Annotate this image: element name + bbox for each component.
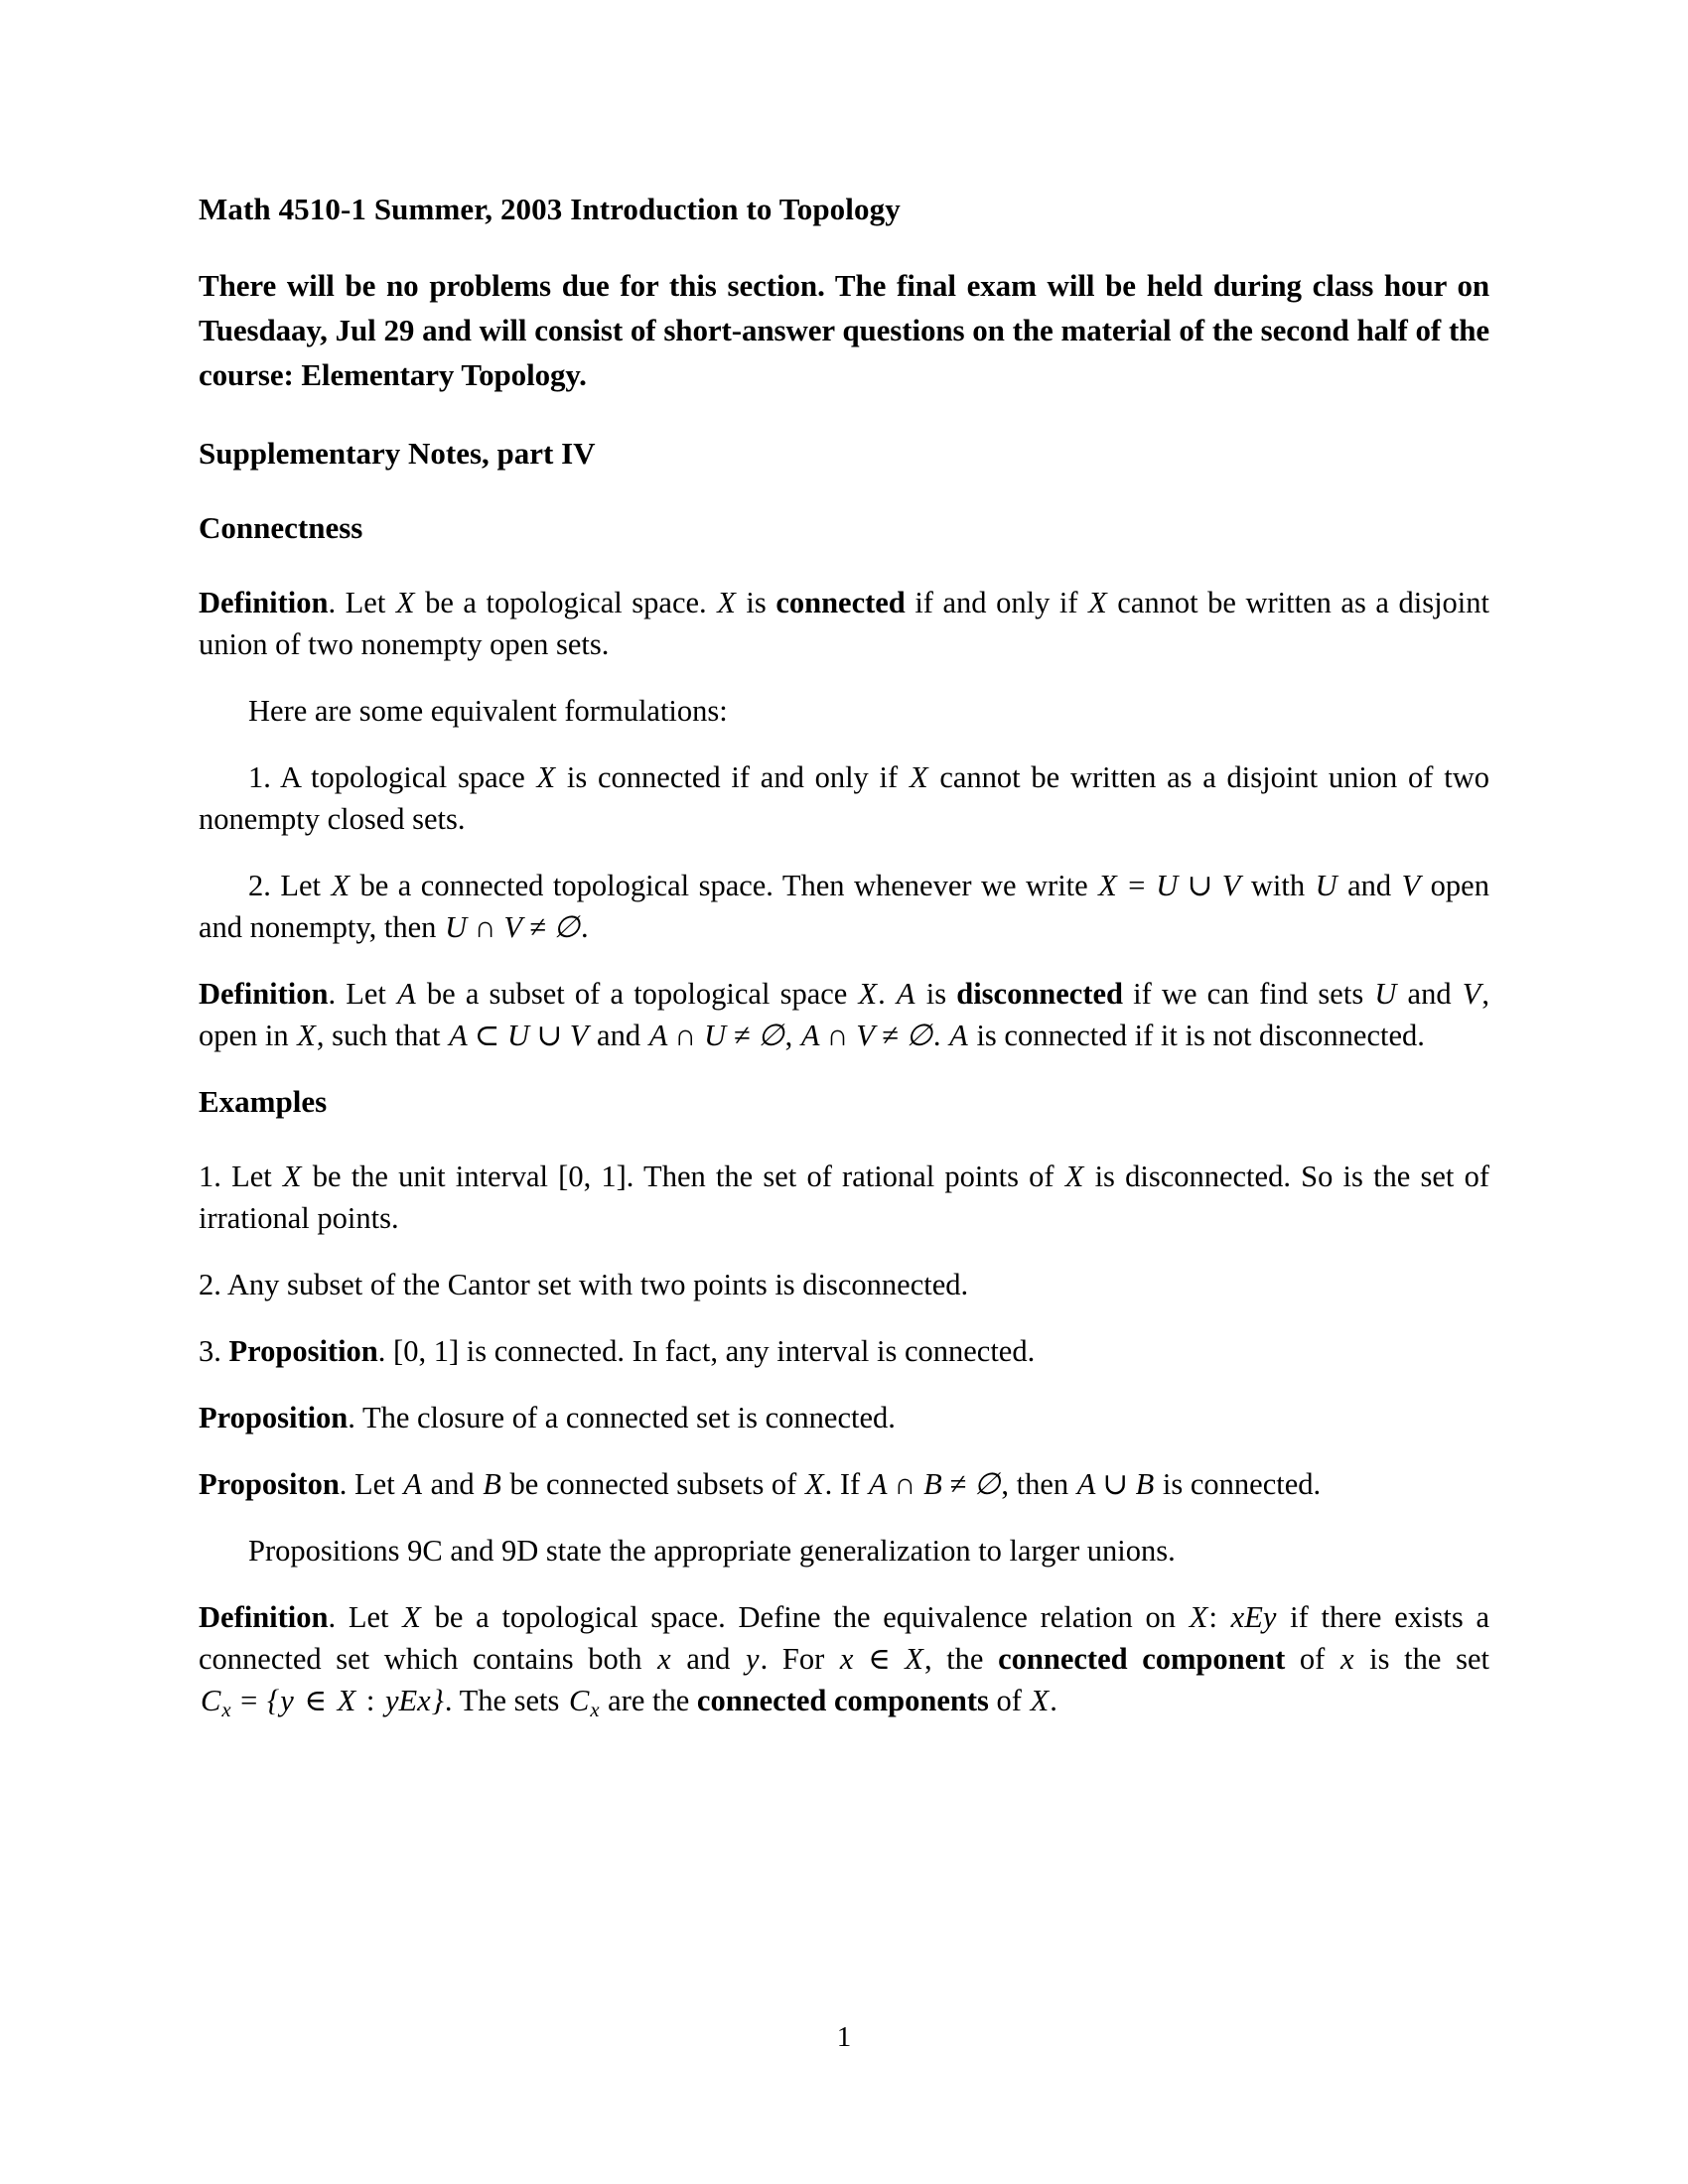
interval-unit: [0, 1] — [393, 1334, 460, 1368]
ex3-text-b: is connected. In fact, any interval is connected. — [459, 1334, 1036, 1368]
formula-x-equals-u-union-v: X = U ∪ V — [1098, 869, 1241, 902]
item1-text-a: A topological space — [270, 760, 536, 794]
var-a: A — [896, 977, 915, 1011]
var-a: A — [397, 977, 416, 1011]
var-x: X — [331, 869, 351, 902]
relation-xEy: xEy — [1230, 1600, 1277, 1634]
var-x: X — [282, 1160, 302, 1193]
supplementary-notes-heading: Supplementary Notes, part IV — [199, 436, 596, 471]
var-x-lower: x — [657, 1642, 671, 1676]
example-1 — [199, 1156, 1489, 1239]
def3-text-e: and — [671, 1642, 746, 1676]
formula-Cx-set-builder: $C_x = \{y$ ∈ X : yEx} — [201, 1684, 444, 1722]
var-u: U — [1315, 869, 1337, 902]
proposition-closure — [199, 1397, 1489, 1438]
item1-text-b: is connected if and only if — [556, 760, 909, 794]
def3-text-j: . The sets — [444, 1684, 567, 1717]
var-b: B — [483, 1467, 501, 1501]
proposition-union — [199, 1463, 1489, 1505]
prop2-text-b: and — [422, 1467, 483, 1501]
var-x: X — [1189, 1600, 1208, 1634]
def3-text-d: if there exists a connected set which contains both — [199, 1600, 1489, 1676]
var-x: X — [402, 1600, 421, 1634]
prop2-text-f: is connected. — [1155, 1467, 1322, 1501]
def2-text-f: and — [1397, 977, 1462, 1011]
item2-text-e: open and nonempty, then — [199, 869, 1489, 944]
var-a: A — [949, 1019, 968, 1052]
def2-text-l: is connected if it is not disconnected. — [968, 1019, 1425, 1052]
equivalent-formulations-intro: Here are some equivalent formulations: — [248, 694, 728, 728]
def2-text-k: . — [932, 1019, 949, 1052]
ex3-text-a: . — [377, 1334, 394, 1368]
var-y: y — [746, 1642, 760, 1676]
def1-text-a: Let — [336, 586, 395, 619]
definition-label: Definition — [199, 586, 329, 619]
generalization-note: Propositions 9C and 9D state the appropriate generalization to larger unions. — [248, 1534, 1176, 1568]
page-number: 1 — [836, 2021, 852, 2053]
ex1-text-b: be the unit interval — [302, 1160, 559, 1193]
def3-text-k: are the — [600, 1684, 697, 1717]
propositon-label: Propositon — [199, 1467, 340, 1501]
def2-text-g: , open in — [199, 977, 1489, 1052]
var-v: V — [1462, 977, 1481, 1011]
def3-text-h: of — [1285, 1642, 1339, 1676]
formula-a-subset-u-union-v: A ⊂ U ∪ V — [449, 1019, 589, 1052]
course-title: Math 4510-1 Summer, 2003 Introduction to Topology — [199, 192, 901, 226]
var-x-lower: x — [1339, 1642, 1354, 1676]
term-connected-components: connected components — [696, 1684, 989, 1717]
proposition-label: Proposition — [199, 1401, 349, 1434]
var-x: X — [1088, 586, 1107, 619]
definition-label-period: . — [328, 586, 337, 619]
var-x: X — [858, 977, 878, 1011]
def3-text-i: is the set — [1354, 1642, 1489, 1676]
example-3-proposition — [199, 1330, 1489, 1372]
def1-text-d: if and only if — [905, 586, 1088, 619]
def1-text-c: is — [736, 586, 776, 619]
ex1-text-c: . Then the set of rational points of — [626, 1160, 1064, 1193]
var-x: X — [536, 760, 556, 794]
item1-text-c: cannot be written as a disjoint union of two nonempty closed sets. — [199, 760, 1489, 836]
def3-text-m: . — [1050, 1684, 1057, 1717]
formula-x-in-X: x ∈ X — [839, 1642, 923, 1676]
var-u: U — [1374, 977, 1397, 1011]
def3-text-c: : — [1208, 1600, 1230, 1634]
definition-connected-component — [199, 1596, 1489, 1731]
var-Cx: $C_x$ — [569, 1684, 600, 1722]
var-x: X — [297, 1019, 316, 1052]
item2-text-c: with — [1241, 869, 1315, 902]
item1-number: 1. — [248, 760, 271, 794]
definition-disconnected: Definition. Let A be a subset of a topological space X. A is disconnected if we can find sets U and V, open in X, such that A ⊂ U ∪ V and A ∩ U ≠ ∅, A ∩ V ≠ ∅. A is connected if it is not disconnected. — [199, 977, 1489, 1052]
example1-number: 1. — [199, 1160, 221, 1193]
def1-text-e: cannot be written as a disjoint union of two nonempty open sets. — [199, 586, 1489, 661]
prop2-text-a: . Let — [339, 1467, 403, 1501]
formula-u-inter-v-nonempty: U ∩ V ≠ ∅ — [445, 910, 581, 944]
var-x: X — [717, 586, 736, 619]
def1-text-b: be a topological space. — [415, 586, 717, 619]
def3-text-g: , the — [923, 1642, 999, 1676]
definition-label: Definition — [199, 977, 329, 1011]
formulation-item-1 — [199, 756, 1489, 840]
item2-text-f: . — [581, 910, 589, 944]
var-x: X — [909, 760, 928, 794]
prop2-text-d: . If — [824, 1467, 868, 1501]
example-2: 2. Any subset of the Cantor set with two points is disconnected. — [199, 1268, 969, 1301]
def2-text-e: if we can find sets — [1122, 977, 1374, 1011]
formula-a-inter-u-nonempty: A ∩ U ≠ ∅ — [648, 1019, 784, 1052]
item2-text-b: be a connected topological space. Then whenever we write — [351, 869, 1098, 902]
document-body — [199, 189, 1489, 1756]
formula-a-inter-b-nonempty: A ∩ B ≠ ∅ — [868, 1467, 1001, 1501]
formula-a-inter-v-nonempty: A ∩ V ≠ ∅ — [800, 1019, 932, 1052]
interval-unit: [0, 1] — [558, 1160, 627, 1193]
def2-text-i: and — [589, 1019, 648, 1052]
formulation-item-2 — [199, 865, 1489, 948]
def2-text-j: , — [784, 1019, 800, 1052]
prop2-text-c: be connected subsets of — [501, 1467, 804, 1501]
var-x: X — [395, 586, 415, 619]
var-x: X — [1064, 1160, 1084, 1193]
item2-text-d: and — [1337, 869, 1401, 902]
prop2-text-e: , then — [1001, 1467, 1076, 1501]
var-x: X — [1030, 1684, 1050, 1717]
def2-text-a: Let — [336, 977, 397, 1011]
term-disconnected: disconnected — [956, 977, 1123, 1011]
proposition-label: Proposition — [228, 1334, 378, 1368]
def2-text-c: . — [878, 977, 896, 1011]
def2-text-d: is — [915, 977, 957, 1011]
def3-text-f: . For — [760, 1642, 839, 1676]
term-connected: connected — [775, 586, 906, 619]
prop1-text: . The closure of a connected set is connected. — [348, 1401, 896, 1434]
formula-a-union-b: A ∪ B — [1076, 1467, 1155, 1501]
var-v: V — [1401, 869, 1421, 902]
section-heading-connectness: Connectness — [199, 510, 363, 545]
var-x: X — [804, 1467, 824, 1501]
ex1-text-a: Let — [220, 1160, 282, 1193]
var-a: A — [403, 1467, 422, 1501]
example3-number: 3. — [199, 1334, 229, 1368]
term-connected-component: connected component — [998, 1642, 1286, 1676]
def2-text-h: , such that — [316, 1019, 449, 1052]
def3-text-b: be a topological space. Define the equivalence relation on — [421, 1600, 1189, 1634]
ex1-text-d: is disconnected. So is the set of irrational points. — [199, 1160, 1489, 1235]
def2-text-b: be a subset of a topological space — [416, 977, 858, 1011]
item2-text-a: Let — [270, 869, 331, 902]
announcement-paragraph: There will be no problems due for this section. The final exam will be held during class hour on Tuesdaay, Jul 29 and will consist of short-answer questions on the material of the second half of the course: Elementary Topology. — [199, 268, 1489, 392]
definition-connected — [199, 582, 1489, 665]
definition-label: Definition — [199, 1600, 329, 1634]
item2-number: 2. — [248, 869, 271, 902]
examples-heading: Examples — [199, 1084, 328, 1119]
def3-text-l: of — [988, 1684, 1030, 1717]
def3-text-a: . Let — [328, 1600, 402, 1634]
